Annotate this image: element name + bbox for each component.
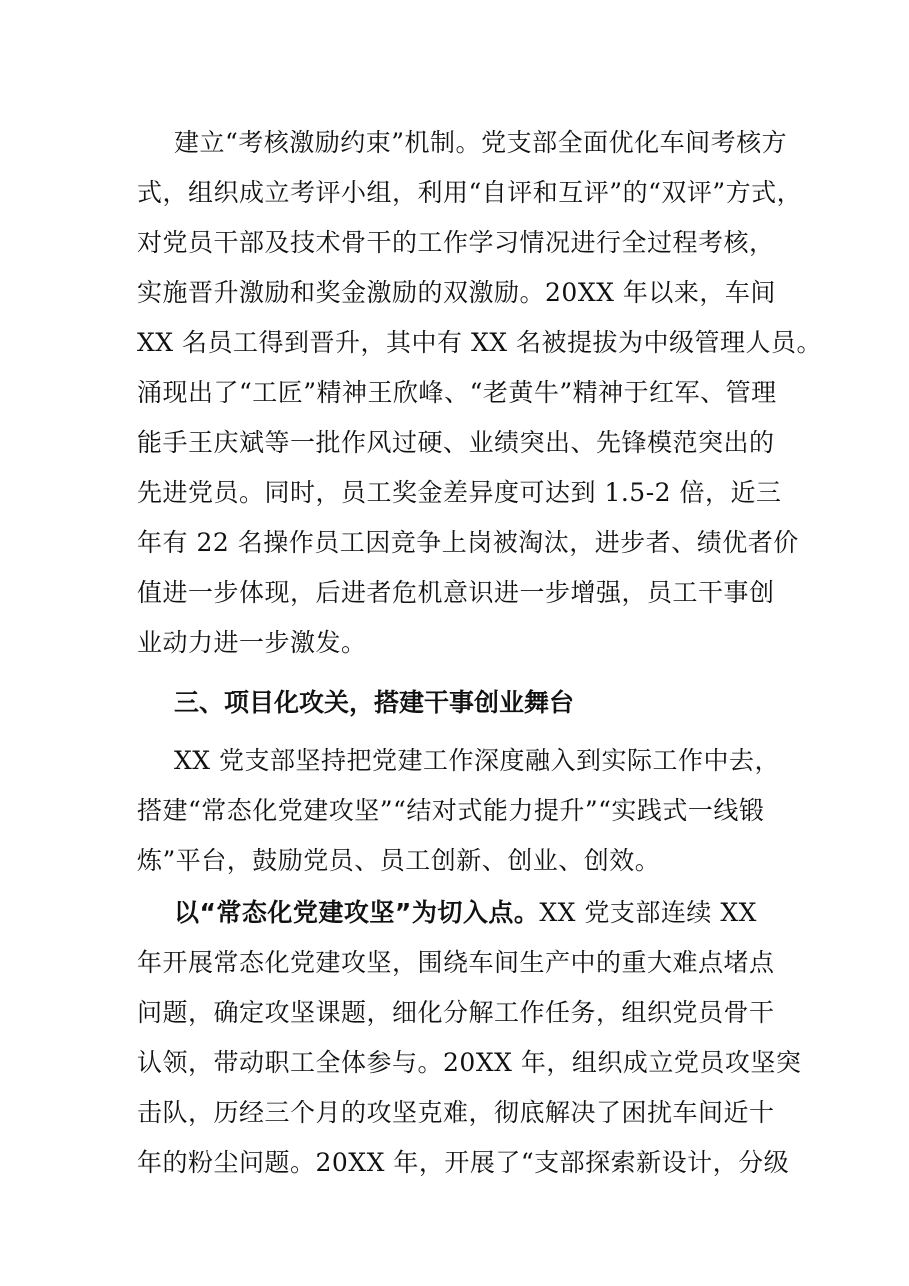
paragraph-line: 先进党员。同时，员工奖金差异度可达到 1.5-2 倍，近三 (137, 478, 782, 507)
paragraph-line: XX 党支部坚持把党建工作深度融入到实际工作中去， (174, 746, 781, 775)
paragraph-line: 式，组织成立考评小组，利用“自评和互评”的“双评”方式， (137, 178, 803, 207)
paragraph-lead-phrase: 以“常态化党建攻坚”为切入点。 (174, 898, 540, 927)
paragraph-line: 问题，确定攻坚课题，细化分解工作任务，组织党员骨干 (137, 998, 775, 1027)
paragraph-line: 搭建“常态化党建攻坚”“结对式能力提升”“实践式一线锻 (137, 796, 765, 825)
paragraph-line: XX 名员工得到晋升，其中有 XX 名被提拔为中级管理人员。 (137, 328, 823, 357)
paragraph-line: 炼”平台，鼓励党员、员工创新、创业、创效。 (137, 846, 661, 875)
paragraph-line: 建立“考核激励约束”机制。党支部全面优化车间考核方 (174, 128, 788, 157)
paragraph-line: 业动力进一步激发。 (137, 628, 367, 657)
paragraph-line-rest: XX 党支部连续 XX (539, 898, 757, 927)
paragraph-line: 年有 22 名操作员工因竞争上岗被淘汰，进步者、绩优者价 (137, 528, 799, 557)
paragraph-line: 能手王庆斌等一批作风过硬、业绩突出、先锋模范突出的 (137, 428, 775, 457)
paragraph-line: 年的粉尘问题。20XX 年，开展了“支部探索新设计，分级 (137, 1148, 790, 1177)
paragraph-line: 对党员干部及技术骨干的工作学习情况进行全过程考核， (137, 228, 775, 257)
paragraph-line: 击队，历经三个月的攻坚克难，彻底解决了困扰车间近十 (137, 1098, 775, 1127)
paragraph-line: 认领，带动职工全体参与。20XX 年，组织成立党员攻坚突 (137, 1048, 802, 1077)
paragraph-line: 实施晋升激励和奖金激励的双激励。20XX 年以来，车间 (137, 278, 776, 307)
paragraph-line: 值进一步体现，后进者危机意识进一步增强，员工干事创 (137, 578, 775, 607)
section-heading: 三、项目化攻关，搭建干事创业舞台 (174, 688, 575, 717)
paragraph-line: 涌现出了“工匠”精神王欣峰、“老黄牛”精神于红军、管理 (137, 378, 777, 407)
paragraph-first-line (174, 889, 834, 937)
paragraph-line: 年开展常态化党建攻坚，围绕车间生产中的重大难点堵点 (137, 948, 775, 977)
